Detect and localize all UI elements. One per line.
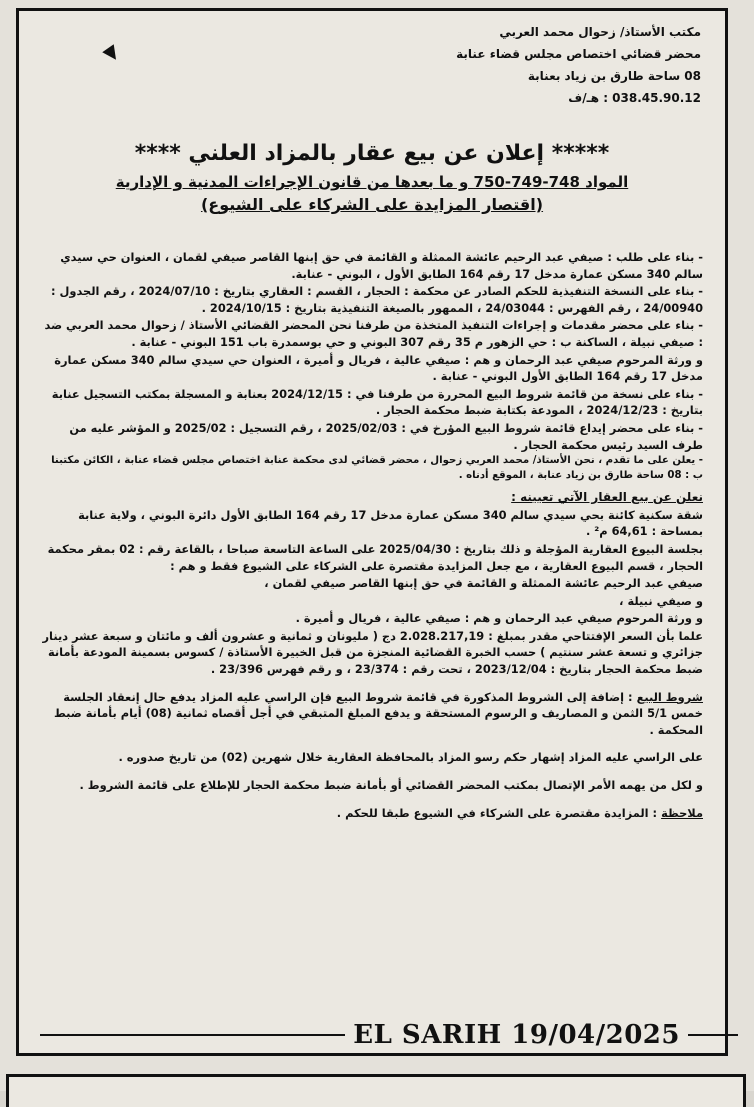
- paragraph-co-owner-3: و ورثة المرحوم صيفي عبد الرحمان و هم : صيفي عالية ، فريال و أميرة .: [295, 611, 703, 626]
- office-phone: 038.45.90.12 : هـ/ف: [568, 91, 701, 105]
- legal-articles-subtitle: المواد 748-749-750 و ما بعدها من قانون الإجراءات المدنية و الإدارية: [115, 173, 629, 191]
- sale-conditions-text: : إضافة إلى الشروط المذكورة في قائمة شروط البيع فإن الراسي عليه المزاد يدفع حال إنعقاد الجلسة خمس 5/1 الثمن و المصاريف و الرسوم المستحقة و يدفع المبلغ المتبقي في أجل أقصاه ثمانية (08) أيام بأمانة ضبط المحكمة .: [53, 689, 703, 737]
- spacer: [41, 739, 703, 749]
- office-name: مكتب الأستاذ/ زحوال محمد العربي: [499, 25, 701, 39]
- paragraph-bailiff: - يعلن على ما تقدم ، نحن الأستاذ/ محمد العربي زحوال ، محضر قضائي لدى محكمة عنابة اختصاص مجلس قضاء عنابة ، الكائن مكتبنا ب : 08 ساحة طارق بن زياد عنابة ، الموقع أدناه .: [51, 455, 703, 481]
- footer-rule-left: [40, 1034, 345, 1036]
- paragraph-judgment: - بناء على النسخة التنفيذية للحكم الصادر عن محكمة : الحجار ، القسم : العقاري بتاريخ : 2024/07/10 ، رقم الجدول : 24/00940 ، رقم الفهرس : 24/03044 ، الممهور بالصيغة التنفيذية بتاريخ : 2024/10/15 .: [50, 284, 703, 315]
- paragraph-deposit: - بناء على محضر إيداع قائمة شروط البيع المؤرخ في : 2025/02/03 ، رقم التسجيل : 2025/02 و المؤشر عليه من طرف السيد رئيس محكمة الحجار .: [69, 420, 703, 452]
- note-label: ملاحظة: [661, 805, 703, 820]
- newspaper-brand-date: EL SARIH 19/04/2025: [353, 1020, 680, 1050]
- title-block: [39, 137, 705, 217]
- spacer: [41, 767, 703, 777]
- paragraph-note: [41, 805, 703, 822]
- paragraph-publication: على الراسي عليه المزاد إشهار حكم رسو المزاد بالمحافظة العقارية خلال شهرين (02) من تاريخ صدوره .: [118, 750, 703, 765]
- office-header: [281, 21, 701, 109]
- ink-mark-icon: [102, 44, 121, 63]
- paragraph-heirs: و ورثة المرحوم صيفي عبد الرحمان و هم : صيفي عالية ، فريال و أميرة ، العنوان حي سيدي سالم 340 مسكن عمارة مدخل 17 رقم 164 الطابق الأول البوني - عنابة .: [54, 352, 703, 384]
- sale-conditions-label: شروط البيع: [636, 689, 703, 704]
- office-address: 08 ساحة طارق بن زياد بعنابة: [527, 69, 701, 83]
- paragraph-co-owner-1: صيفي عبد الرحيم عائشة الممثلة و القائمة في حق إبنها القاصر صيفي لقمان ،: [264, 576, 703, 591]
- paragraph-opening-price: علما بأن السعر الإفتتاحي مقدر بمبلغ : 2.028.217,19 دج ( مليونان و ثمانية و عشرون ألف و مائتان و سبعة عشر دينار جزائري و تسعة عشر سنتيم ) حسب الخبرة القضائية المنجزة من قبل الخبيرة الأستاذة / كسوس بسمينة المودعة بأمانة ضبط محكمة الحجار بتاريخ : 2023/12/04 ، تحت رقم : 23/374 ، و رقم فهرس 23/396 .: [42, 628, 703, 677]
- spacer: [41, 795, 703, 805]
- spacer: [41, 679, 703, 689]
- footer-rule-right: [688, 1034, 738, 1036]
- paragraph-request: - بناء على طلب : صيفي عبد الرحيم عائشة الممثلة و القائمة في حق إبنها القاصر صيفي لقمان ، العنوان حي سيدي سالم 340 مسكن عمارة مدخل 17 رقم 164 الطابق الأول ، البوني - عنابة.: [60, 250, 703, 281]
- announcement-frame: [16, 8, 728, 1056]
- office-jurisdiction: محضر قضائي اختصاص مجلس قضاء عنابة: [456, 47, 701, 61]
- paragraph-contact: و لكل من يهمه الأمر الإتصال بمكتب المحضر القضائي أو بأمانة ضبط محكمة الحجار للإطلاع على قائمة الشروط .: [79, 778, 703, 793]
- paragraph-property: شقة سكنية كائنة بحي سيدي سالم 340 مسكن عمارة مدخل 17 رقم 164 الطابق الأول دائرة البوني ، ولاية عنابة بمساحة : 64,61 م² .: [78, 507, 703, 539]
- announcement-body: [41, 249, 703, 822]
- paragraph-conditions-copy: - بناء على نسخة من قائمة شروط البيع المحررة من طرفنا في : 2024/12/15 بعنابة و المسجلة بمكتب التسجيل عنابة بتاريخ : 2024/12/23 ، المودعة بكتابة ضبط محكمة الحجار .: [51, 386, 703, 418]
- paragraph-session: بجلسة البيوع العقارية المؤجلة و ذلك بتاريخ : 2025/04/30 على الساعة التاسعة صباحا ، بالقاعة رقم : 02 بمقر محكمة الحجار ، قسم البيوع العقارية ، مع جعل المزايدة مقتصرة على الشركاء على الشيوع فقط و هم :: [47, 541, 703, 573]
- paragraph-co-owner-2: و صيفي نبيلة ،: [619, 593, 703, 608]
- newspaper-footer: [40, 1018, 738, 1052]
- paragraph-enforcement: - بناء على محضر مقدمات و إجراءات التنفيذ المتخذة من طرفنا نحن المحضر القضائي الأستاذ / زحوال محمد العربي ضد : صيفي نبيلة ، الساكنة ب : حي الزهور م 35 رقم 307 البوني و حي بوسمدرة باب 151 البوني - عنابة .: [44, 318, 703, 349]
- note-text: : المزايدة مقتصرة على الشركاء في الشيوع طبقا للحكم .: [336, 805, 662, 820]
- announcement-title: ***** إعلان عن بيع عقار بالمزاد العلني ****: [134, 141, 610, 166]
- co-owners-subtitle: (اقتصار المزايدة على الشركاء على الشيوع): [200, 195, 544, 214]
- section-property-heading: نعلن عن بيع العقار الآتي تعيينه :: [511, 490, 703, 505]
- paragraph-sale-conditions: [41, 689, 703, 739]
